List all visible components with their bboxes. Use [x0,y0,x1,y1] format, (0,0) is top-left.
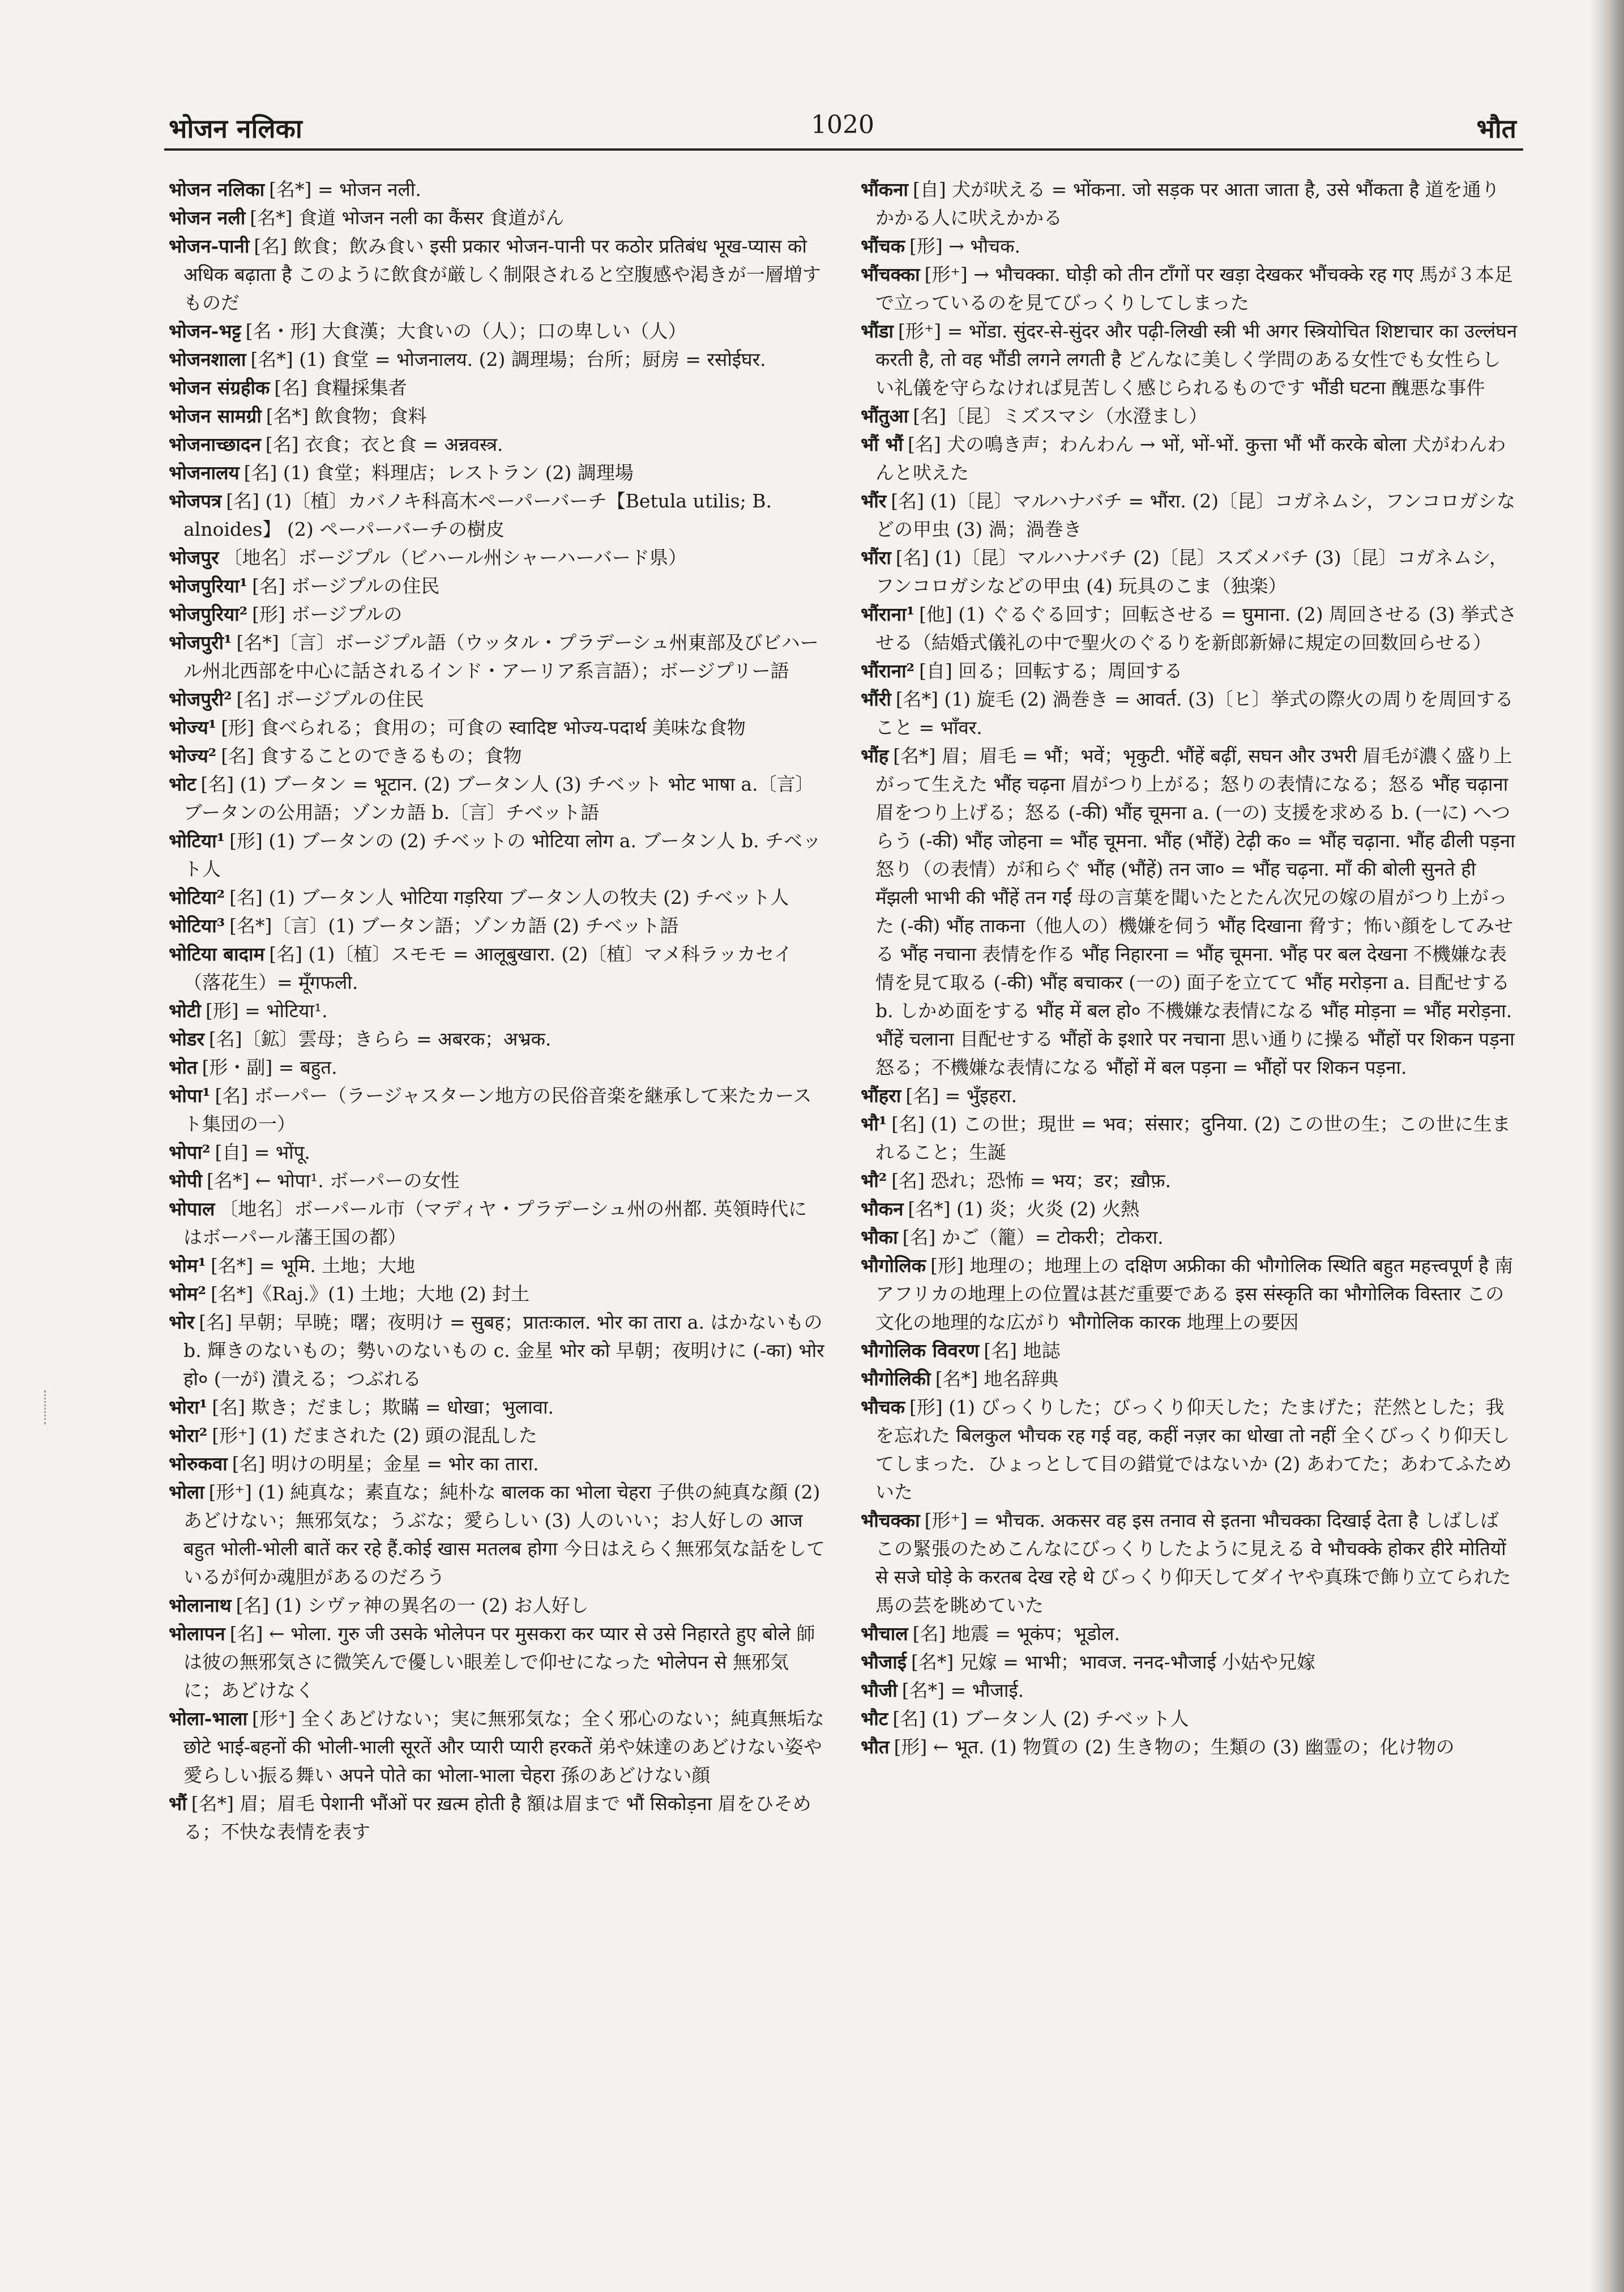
entry-definition: [名*] 地名辞典 [935,1368,1059,1390]
entry-headword: भोपाल [169,1198,215,1220]
entry-definition: [名] (1)〔植〕スモモ = आलूबुखारा. (2)〔植〕マメ科ラッカセイ（落花生）= मूँगफली. [183,943,793,993]
dictionary-entry [169,912,826,940]
entry-headword: भोजन संग्रहीक [169,377,270,399]
entry-headword: भोडर [169,1028,204,1050]
entry-headword: भोजन-भट्ट [169,320,241,342]
dictionary-entry [169,176,826,204]
dictionary-entry [169,1705,826,1790]
entry-headword: भौंरा [861,547,891,569]
dictionary-entry [169,1620,826,1705]
dictionary-entry [861,232,1518,261]
entry-headword: भोलानाथ [169,1594,232,1616]
entry-definition: [名] (1) ブータン人 (2) チベット人 [892,1708,1189,1730]
entry-definition: [自] = भोंपू. [215,1141,310,1163]
dictionary-entry [169,1591,826,1620]
dictionary-entry [169,402,826,430]
entry-definition: [名*] 眉；眉毛 पेशानी भौंओं पर ख़त्म होती है 額は眉まで भौं सिकोड़ना 眉をひそめる；不快な表情を表す [183,1792,811,1843]
entry-headword: भोटिया बादाम [169,943,265,965]
dictionary-entry [169,600,826,629]
entry-definition: [形] (1) ブータンの (2) チベットの भोटिया लोग a. ブータン人 b. チベット人 [183,830,822,880]
dictionary-entry [169,1478,826,1591]
dictionary-entry [861,1223,1518,1252]
dictionary-entry [169,430,826,459]
entry-definition: [名] 欺き；だまし；欺瞞 = धोखा；भुलावा. [212,1396,554,1418]
entry-definition: [名*] 眉；眉毛 = भौं；भवें；भृकुटी. भौंहें बढ़ीं, सघन और उभरी 眉毛が濃く盛り上がって生えた भौंह चढ़ना 眉がつり上がる；怒りの表情になる；怒る भौंह चढ़ाना 眉をつり上げる；怒る (-की) भौंह चूमना a. (一の) 支援を求める b. (一に) へつらう (-की) भौंह जोहना = भौंह चूमना. भौंह (भौंहें) टेढ़ी क० = भौंह चढ़ाना. भौंह ढीली पड़ना 怒り（の表情）が和らぐ भौंह (भौंहें) तन जा० = भौंह चढ़ना. माँ की बोली सुनते ही मँझली भाभी की भौंहें तन गईं 母の言葉を聞いたとたん次兄の嫁の眉がつり上がった (-की) भौंह ताकना（他人の）機嫌を伺う भौंह दिखाना 脅す；怖い顔をしてみせる भौंह नचाना 表情を作る भौंह निहारना = भौंह चूमना. भौंह पर बल देखना 不機嫌な表情を見て取る (-की) भौंह बचाकर (一の) 面子を立てて भौंह मरोड़ना a. 目配せする b. しかめ面をする भौंह में बल हो० 不機嫌な表情になる भौंह मोड़ना = भौंह मरोड़ना. भौंहें चलाना 目配せする भौंहों के इशारे पर नचाना 思い通りに操る भौंहों पर शिकन पड़ना 怒る；不機嫌な表情になる भौंहों में बल पड़ना = भौंहों पर शिकन पड़ना. [875,745,1515,1078]
entry-definition: 〔地名〕ボージプル（ビハール州シャーハーバード県） [223,547,687,569]
dictionary-entry [861,261,1518,317]
entry-headword: भोरा² [169,1424,208,1446]
dictionary-entry [169,1280,826,1308]
entry-definition: [名] 地誌 [984,1339,1061,1361]
dictionary-entry [861,317,1518,402]
entry-headword: भोटिया² [169,886,225,908]
entry-definition: [名] 食することのできるもの；食物 [221,745,522,767]
scan-page-edge [1590,0,1624,2292]
scan-speck [44,1390,49,1424]
entry-headword: भौं भौं [861,433,903,455]
entry-definition: [名] (1) この世；現世 = भव；संसार；दुनिया. (2) この世の生；この世に生まれること；生誕 [875,1113,1511,1163]
entry-definition: [名*] 兄嫁 = भाभी；भावज. ननद-भौजाई 小姑や兄嫁 [911,1651,1316,1673]
dictionary-entry [861,1337,1518,1365]
entry-definition: [名] (1)〔植〕カバノキ科高木ペーパーバーチ【Betula utilis; B. alnoides】 (2) ペーパーバーチの樹皮 [183,490,772,540]
entry-definition: [名] 衣食；衣と食 = अन्नवस्त्र. [265,433,503,455]
dictionary-entry [169,487,826,544]
dictionary-entry [169,345,826,374]
entry-headword: भौंह [861,745,889,767]
dictionary-entry [169,374,826,402]
left-column [169,176,826,1846]
dictionary-entry [861,1167,1518,1195]
entry-definition: [名] 恐れ；恐怖 = भय；डर；ख़ौफ़. [891,1170,1172,1192]
dictionary-entry [169,1790,826,1846]
dictionary-entry [169,544,826,572]
entry-headword: भोपा¹ [169,1085,211,1107]
entry-definition: [名] (1)〔昆〕マルハナバチ = भौंरा. (2)〔昆〕コガネムシ，フンコロガシなどの甲虫 (3) 渦；渦巻き [875,490,1516,540]
dictionary-entry [169,1053,826,1082]
dictionary-entry [861,1082,1518,1110]
dictionary-entry [861,1393,1518,1506]
entry-headword: भौंतुआ [861,405,909,427]
entry-definition: [名] 飲食；飲み食い इसी प्रकार भोजन-पानी पर कठोर प्रतिबंध भूख-प्यास को अधिक बढ़ाता है このように飲食が厳しく制限されると空腹感や渇きが一層増すものだ [183,235,821,314]
entry-headword: भोजन-पानी [169,235,250,257]
entry-definition: [形⁺] → भौचक्का. घोड़ी को तीन टाँगों पर खड़ा देखकर भौंचक्के रह गए 馬が３本足で立っているのを見てびっくりしてしまった [875,263,1513,314]
entry-definition: [名] ボージプルの住民 [252,575,440,597]
right-column [861,176,1518,1761]
dictionary-entry [861,1506,1518,1620]
entry-headword: भोर [169,1311,195,1333]
entry-headword: भोजपुरिया² [169,603,248,625]
entry-definition: [形] 地理の；地理上の दक्षिण अफ्रीका की भौगोलिक स्थिति बहुत महत्त्वपूर्ण है 南アフリカの地理上の位置は甚だ重要である इस संस्कृति का भौगोलिक विस्तार この文化の地理的な広がり भौगोलिक कारक 地理上の要因 [875,1254,1514,1333]
dictionary-entry [169,1450,826,1478]
header-last-headword: भौत [1476,113,1516,144]
entry-headword: भौगोलिक [861,1254,926,1277]
entry-definition: [名*] ← भोपा¹. ボーパーの女性 [207,1170,460,1192]
entry-definition: [自] 犬が吠える = भोंकना. जो सड़क पर आता जाता है, उसे भौंकता है 道を通りかかる人に吠えかかる [875,178,1500,229]
entry-headword: भौका [861,1226,898,1248]
dictionary-entry [169,1393,826,1422]
entry-definition: [名*] (1) 炎；火炎 (2) 火熱 [908,1198,1140,1220]
entry-definition: [形・副] = बहुत. [202,1056,337,1078]
entry-headword: भोटी [169,1000,201,1022]
entry-definition: [名・形] 大食漢；大食いの（人）；口の卑しい（人） [245,320,687,342]
entry-definition: [名] (1) ブータン人 भोटिया गड़रिया ブータン人の牧夫 (2) チベット人 [229,886,789,908]
entry-headword: भोजपुर [169,547,219,569]
entry-headword: भौंराना¹ [861,603,915,625]
dictionary-entry [861,1195,1518,1223]
entry-definition: [名] = भुँइहरा. [905,1085,1018,1107]
entry-headword: भौंडा [861,320,894,342]
entry-headword: भौगोलिकी [861,1368,931,1390]
dictionary-entry [169,1082,826,1138]
dictionary-entry [861,176,1518,232]
entry-headword: भौट [861,1708,888,1730]
entry-definition: [名*] = भौजाई. [901,1679,1024,1701]
entry-headword: भोज्य² [169,745,217,767]
entry-headword: भौंहरा [861,1085,901,1107]
entry-headword: भौंर [861,490,887,512]
entry-definition: [形⁺] = भौचक. अकसर वह इस तनाव से इतना भौचक्का दिखाई देता है しばしばこの緊張のためこんなにびっくりしたように見える वे भौचक्के होकर हीरे मोतियों से सजे घोड़े के करतब देख रहे थे びっくり仰天してダイヤや真珠で飾り立てられた馬の芸を眺めていた [875,1509,1511,1616]
dictionary-entry [169,232,826,317]
entry-headword: भोजपुरी¹ [169,631,232,654]
dictionary-entry [861,1648,1518,1676]
entry-headword: भोट [169,773,196,795]
entry-definition: [形] ← भूत. (1) 物質の (2) 生き物の；生類の (3) 幽霊の；化け物の [894,1736,1455,1758]
dictionary-entry [861,657,1518,685]
entry-headword: भोम¹ [169,1254,206,1277]
dictionary-entry [169,883,826,912]
entry-headword: भोटिया³ [169,915,225,937]
dictionary-entry [169,1025,826,1053]
entry-definition: [名*] (1) 旋毛 (2) 渦巻き = आवर्त. (3)〔ヒ〕挙式の際火の周りを周回すること = भाँवर. [875,688,1514,739]
dictionary-entry [169,1167,826,1195]
entry-definition: [形] (1) びっくりした；びっくり仰天した；たまげた；茫然とした；我を忘れた बिलकुल भौचक रह गई वह, कहीं नज़र का धोखा तो नहीं 全くびっくり仰天してしまった．ひょっとして目の錯覚ではないか (2) あわてた；あわてふためいた [875,1396,1512,1503]
dictionary-entry [169,1308,826,1393]
dictionary-entry [169,1422,826,1450]
entry-headword: भोजपुरी² [169,688,232,710]
entry-headword: भौ¹ [861,1113,887,1135]
entry-definition: [名] (1)〔昆〕マルハナバチ (2)〔昆〕スズメバチ (3)〔昆〕コガネムシ，フンコロガシなどの甲虫 (4) 玩具のこま（独楽） [875,547,1508,597]
dictionary-entry [169,1195,826,1252]
header-rule [164,148,1523,151]
entry-headword: भौजाई [861,1651,907,1673]
dictionary-entry [861,1110,1518,1167]
entry-definition: [他] (1) ぐるぐる回す；回転させる = घुमाना. (2) 周回させる (3) 挙式させる（結婚式儀礼の中で聖火のぐるりを新郎新婦に規定の回数回らせる） [875,603,1517,654]
entry-definition: [名] 食糧採集者 [274,377,407,399]
dictionary-entry [861,487,1518,544]
dictionary-entry [861,742,1518,1082]
entry-definition: [形] → भौचक. [909,235,1020,257]
entry-definition: [名] (1) シヴァ神の異名の一 (2) お人好し [236,1594,589,1616]
entry-headword: भोला-भाला [169,1708,248,1730]
dictionary-entry [861,1705,1518,1733]
dictionary-entry [169,317,826,345]
entry-headword: भोजनाच्छादन [169,433,261,455]
entry-definition: [形] ボージプルの [252,603,403,625]
entry-headword: भौं [169,1792,187,1815]
dictionary-entry [169,685,826,714]
entry-headword: भोटिया¹ [169,830,225,852]
entry-headword: भौचक [861,1396,905,1418]
entry-definition: [名]〔昆〕ミズスマシ（水澄まし） [913,405,1208,427]
entry-definition: [形⁺] = भोंडा. सुंदर-से-सुंदर और पढ़ी-लिखी स्त्री भी अगर स्त्रियोचित शिष्टाचार का उल्लंघन करती है, तो वह भौंडी लगने लगती है どんなに美しく学問のある女性でも女性らしい礼儀を守らなければ見苦しく感じられるものです भौंडी घटना 醜悪な事件 [875,320,1518,399]
entry-headword: भोजपत्र [169,490,222,512]
entry-headword: भोजन नली [169,207,246,229]
entry-headword: भोजन नलिका [169,178,265,200]
entry-headword: भौगोलिक विवरण [861,1339,980,1361]
entry-definition: [名] (1) ブータン = भूटान. (2) ブータン人 (3) チベット भोट भाषा a.〔言〕ブータンの公用語；ゾンカ語 b.〔言〕チベット語 [183,773,814,823]
entry-definition: [名*] 飲食物；食料 [266,405,427,427]
entry-headword: भोज्य¹ [169,716,217,739]
dictionary-entry [169,1138,826,1167]
entry-definition: [名] (1) 食堂；料理店；レストラン (2) 調理場 [243,462,634,484]
dictionary-entry [169,204,826,232]
entry-headword: भोलापन [169,1623,225,1645]
dictionary-entry [169,742,826,770]
dictionary-entry [861,1365,1518,1393]
entry-definition: 〔地名〕ボーパール市（マディヤ・プラデーシュ州の州都. 英領時代にはボーパール藩王国の都） [183,1198,807,1248]
dictionary-entry [861,1733,1518,1761]
entry-definition: [形⁺] (1) 純真な；素直な；純朴な बालक का भोला चेहरा 子供の純真な顔 (2) あどけない；無邪気な；うぶな；愛らしい (3) 人のいい；お人好しの आज बहुत भोली-भोली बातें कर रहे हैं.कोई खास मतलब होगा 今日はえらく無邪気な話をしているが何か魂胆があるのだろう [183,1481,826,1588]
entry-definition: [形⁺] 全くあどけない；実に無邪気な；全く邪心のない；純真無垢な छोटे भाई-बहनों की भोली-भाली सूरतें और प्यारी प्यारी हरकतें 弟や妹達のあどけない姿や愛らしい振る舞い अपने पोते का भोला-भाला चेहरा 孫のあどけない顔 [183,1708,824,1786]
entry-definition: [名] 早朝；早暁；曙；夜明け = सुबह；प्रातःकाल. भोर का तारा a. はかないもの b. 輝きのないもの；勢いのないもの c. 金星 भोर को 早朝；夜明けに (-का) भोर हो० (一が) 潰える；つぶれる [183,1311,824,1390]
page-number: 1020 [811,110,874,139]
entry-definition: [名*]《Raj.》(1) 土地；大地 (2) 封土 [210,1283,530,1305]
dictionary-entry [861,1620,1518,1648]
entry-headword: भोपा² [169,1141,211,1163]
entry-headword: भौचाल [861,1623,908,1645]
entry-definition: [名] 地震 = भूकंप；भूडोल. [912,1623,1121,1645]
entry-headword: भोपी [169,1170,203,1192]
entry-definition: [名] 犬の鳴き声；わんわん → भों, भों-भों. कुत्ता भौं भौं करके बोला 犬がわんわんと吠えた [875,433,1506,484]
entry-definition: [形] 食べられる；食用の；可食の स्वादिष्ट भोज्य-पदार्थ 美味な食物 [221,716,746,739]
entry-headword: भोजन सामग्री [169,405,262,427]
entry-headword: भौजी [861,1679,898,1701]
entry-definition: [名]〔鉱〕雲母；きらら = अबरक；अभ्रक. [208,1028,552,1050]
entry-headword: भोजनशाला [169,348,246,370]
entry-definition: [名*] = भूमि. 土地；大地 [210,1254,416,1277]
dictionary-entry [861,430,1518,487]
dictionary-entry [169,827,826,883]
dictionary-entry [169,572,826,600]
entry-headword: भौंचक्का [861,263,920,285]
entry-definition: [名] かご（籠）= टोकरी；टोकरा. [902,1226,1164,1248]
dictionary-entry [861,1676,1518,1705]
entry-headword: भोजपुरिया¹ [169,575,248,597]
entry-definition: [名] 明けの明星；金星 = भोर का तारा. [232,1453,539,1475]
entry-definition: [自] 回る；回転する；周回する [919,660,1183,682]
entry-headword: भोरा¹ [169,1396,208,1418]
entry-headword: भौ² [861,1170,887,1192]
entry-definition: [形] = भोटिया¹. [205,1000,328,1022]
entry-definition: [名*] 食道 भोजन नली का कैंसर 食道がん [250,207,565,229]
entry-headword: भौंरी [861,688,891,710]
entry-definition: [名*] = भोजन नली. [269,178,421,200]
entry-headword: भोम² [169,1283,206,1305]
dictionary-entry [169,629,826,685]
entry-definition: [名] ボーパー（ラージャスターン地方の民俗音楽を継承して来たカースト集団の一） [183,1085,812,1135]
entry-headword: भोला [169,1481,204,1503]
dictionary-entry [861,1252,1518,1337]
dictionary-entry [169,940,826,997]
dictionary-entry [169,997,826,1025]
entry-definition: [名] ボージプルの住民 [236,688,424,710]
entry-headword: भौंराना² [861,660,915,682]
entry-definition: [名*] (1) 食堂 = भोजनालय. (2) 調理場；台所；厨房 = रसोईघर. [250,348,766,370]
entry-headword: भौंचक [861,235,905,257]
entry-headword: भोत [169,1056,198,1078]
header-first-headword: भोजन नलिका [169,113,302,144]
entry-definition: [名*]〔言〕(1) ブータン語；ゾンカ語 (2) チベット語 [229,915,679,937]
dictionary-entry [861,402,1518,430]
dictionary-entry [861,544,1518,600]
entry-headword: भौत [861,1736,890,1758]
dictionary-entry [169,1252,826,1280]
dictionary-entry [861,600,1518,657]
entry-definition: [名*]〔言〕ボージプル語（ウッタル・プラデーシュ州東部及びビハール州北西部を中心に話されるインド・アーリア系言語）；ボージプリー語 [183,631,819,682]
entry-headword: भोजनालय [169,462,240,484]
entry-definition: [形⁺] (1) だまされた (2) 頭の混乱した [212,1424,537,1446]
dictionary-entry [169,714,826,742]
entry-definition: [名] ← भोला. गुरु जी उसके भोलेपन पर मुसकरा कर प्यार से उसे निहारते हुए बोले 師は彼の無邪気さに微笑んで優しい眼差しで仰せになった भोलेपन से 無邪気に；あどけなく [183,1623,815,1701]
dictionary-entry [861,685,1518,742]
entry-headword: भौंकना [861,178,908,200]
dictionary-entry [169,770,826,827]
dictionary-entry [169,459,826,487]
entry-headword: भौचक्का [861,1509,920,1531]
entry-headword: भोरुकवा [169,1453,228,1475]
entry-headword: भौकन [861,1198,904,1220]
